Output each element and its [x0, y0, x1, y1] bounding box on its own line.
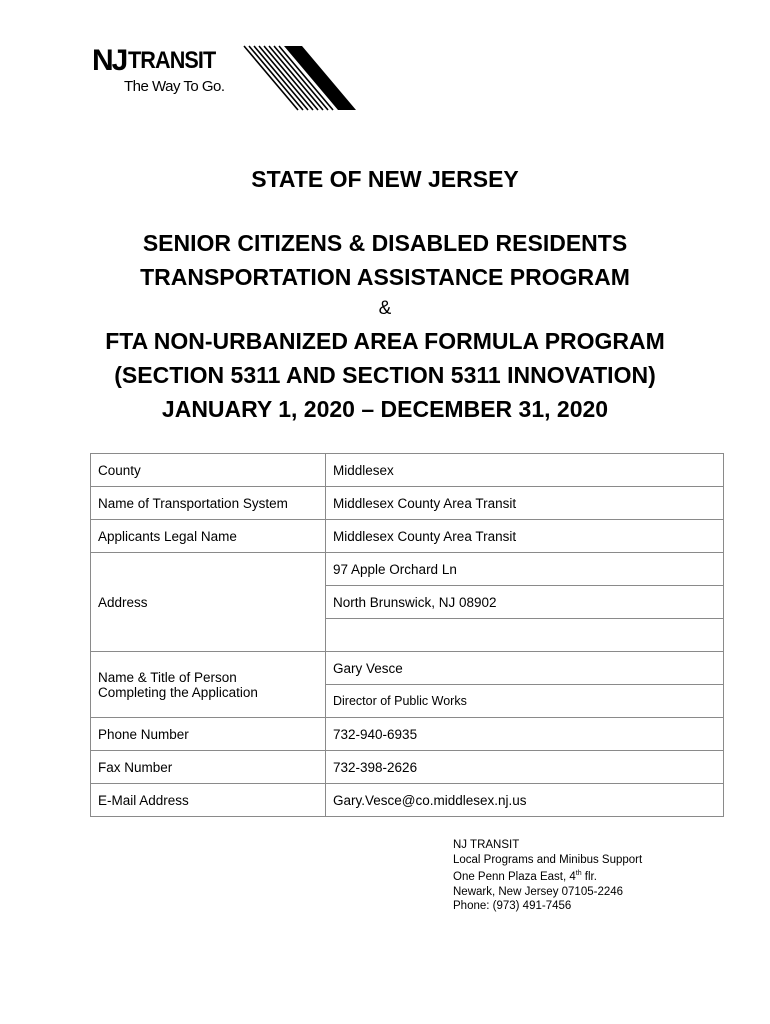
nj-transit-logo — [92, 44, 362, 116]
logo-stripes-icon — [242, 44, 357, 114]
contact-address-block — [453, 838, 642, 914]
program-period: JANUARY 1, 2020 – DECEMBER 31, 2020 — [161, 396, 609, 422]
person-label-line2: Completing the Application — [98, 684, 258, 700]
county-label: County — [91, 454, 326, 487]
phone-row — [91, 718, 724, 751]
legal-name-label: Applicants Legal Name — [91, 520, 326, 553]
person-label — [91, 652, 326, 718]
email-row — [91, 784, 724, 817]
program-title — [0, 226, 770, 294]
logo-nj: NJ — [92, 44, 127, 77]
person-label-line1: Name & Title of Person — [98, 669, 237, 685]
county-row — [91, 454, 724, 487]
person-row — [91, 652, 724, 685]
address-line1-field[interactable]: 97 Apple Orchard Ln — [326, 553, 724, 586]
transportation-system-field[interactable]: Middlesex County Area Transit — [326, 487, 724, 520]
transportation-system-row — [91, 487, 724, 520]
contact-street — [453, 867, 642, 884]
county-field[interactable]: Middlesex — [326, 454, 724, 487]
address-line3-field[interactable] — [326, 619, 724, 652]
fax-row — [91, 751, 724, 784]
email-label: E-Mail Address — [91, 784, 326, 817]
fax-label: Fax Number — [91, 751, 326, 784]
program-title-line2: TRANSPORTATION ASSISTANCE PROGRAM — [140, 264, 630, 290]
contact-city: Newark, New Jersey 07105-2246 — [453, 885, 624, 898]
transportation-system-label: Name of Transportation System — [91, 487, 326, 520]
phone-label: Phone Number — [91, 718, 326, 751]
contact-org: NJ TRANSIT — [453, 839, 520, 851]
address-line2-field[interactable]: North Brunswick, NJ 08902 — [326, 586, 724, 619]
address-row — [91, 553, 724, 586]
contact-street-suffix: flr. — [581, 871, 597, 884]
program-title-line1: SENIOR CITIZENS & DISABLED RESIDENTS — [142, 230, 628, 256]
person-name-field[interactable]: Gary Vesce — [326, 652, 724, 685]
email-field[interactable]: Gary.Vesce@co.middlesex.nj.us — [326, 784, 724, 817]
fax-field[interactable]: 732-398-2626 — [326, 751, 724, 784]
address-label: Address — [91, 553, 326, 652]
fta-title-line1: FTA NON-URBANIZED AREA FORMULA PROGRAM — [105, 328, 665, 354]
logo-wordmark — [92, 44, 252, 104]
ampersand: & — [378, 298, 392, 319]
contact-phone: Phone: (973) 491-7456 — [453, 900, 572, 913]
state-title: STATE OF NEW JERSEY — [251, 166, 519, 192]
fta-title — [0, 324, 770, 426]
contact-street-prefix: One Penn Plaza East, 4 — [453, 871, 576, 884]
legal-name-row — [91, 520, 724, 553]
logo-tagline: The Way To Go. — [124, 78, 225, 95]
contact-dept: Local Programs and Minibus Support — [453, 853, 643, 866]
fta-title-line2: (SECTION 5311 AND SECTION 5311 INNOVATION) — [114, 362, 656, 388]
person-title-field[interactable]: Director of Public Works — [326, 685, 724, 718]
application-form-table — [90, 453, 724, 817]
phone-field[interactable]: 732-940-6935 — [326, 718, 724, 751]
legal-name-field[interactable]: Middlesex County Area Transit — [326, 520, 724, 553]
contact-street-sup: th — [575, 870, 582, 878]
logo-transit: TRANSIT — [128, 47, 216, 74]
